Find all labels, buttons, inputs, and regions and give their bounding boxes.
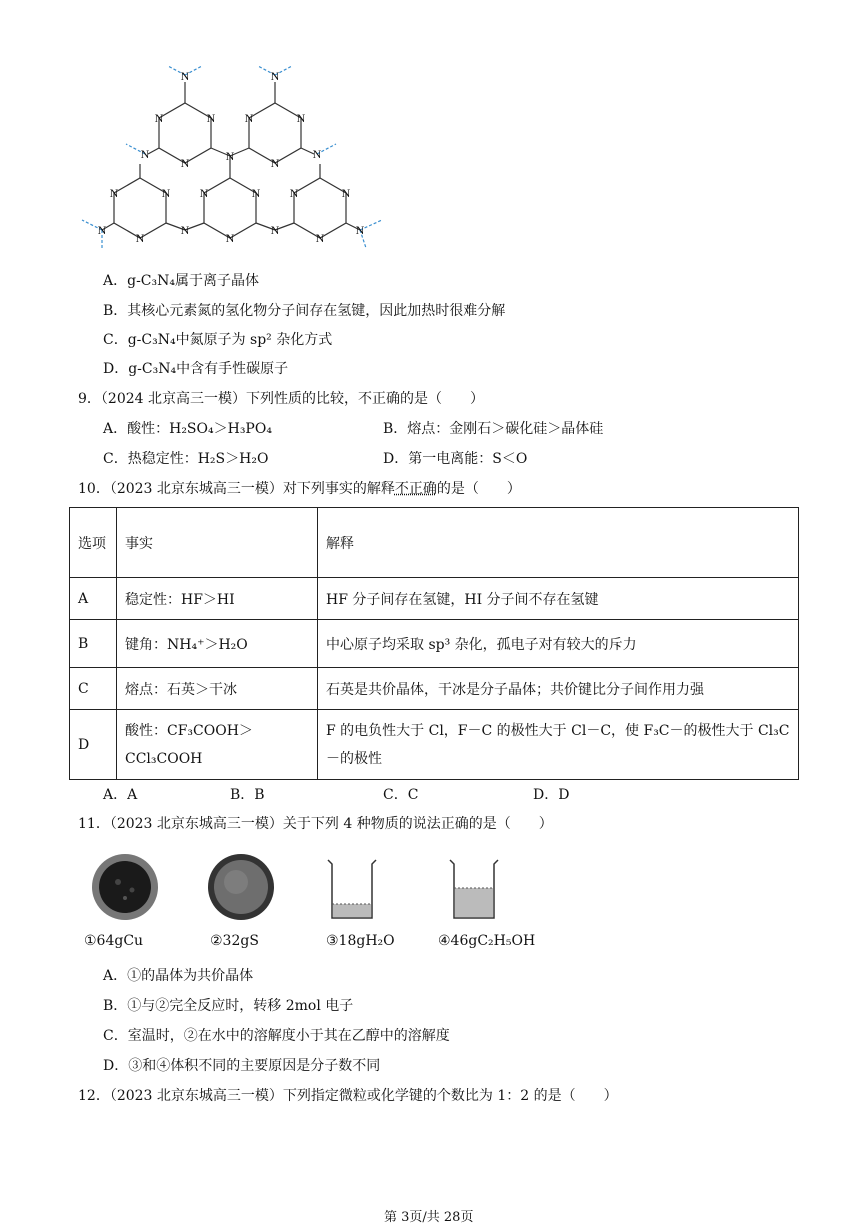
table-cell: B <box>70 620 117 668</box>
q8-option-a[interactable]: A．g-C₃N₄属于离子晶体 <box>103 273 259 289</box>
q8-option-c[interactable]: C．g-C₃N₄中氮原子为 sp² 杂化方式 <box>103 332 333 348</box>
atom-label: N <box>206 111 216 125</box>
atom-label: N <box>296 111 306 125</box>
ethanol-beaker-icon <box>448 858 500 922</box>
table-header-cell: 事实 <box>117 508 318 578</box>
q11-stem: 11．（2023 北京东城高三一模）关于下列 4 种物质的说法正确的是（ ） <box>78 816 553 832</box>
q12-stem: 12．（2023 北京东城高三一模）下列指定微粒或化学键的个数比为 1：2 的是（ ） <box>78 1088 618 1104</box>
cu-sample-image <box>90 852 160 922</box>
q11-option-c[interactable]: C．室温时，②在水中的溶解度小于其在乙醇中的溶解度 <box>103 1028 450 1044</box>
atom-label: N <box>180 69 190 83</box>
table-row <box>70 578 799 620</box>
q9-option-a[interactable]: A．酸性：H₂SO₄＞H₃PO₄ <box>103 421 272 437</box>
table-cell: A <box>70 578 117 620</box>
atom-label: N <box>180 156 190 170</box>
table-cell: C <box>70 668 117 710</box>
water-beaker-icon <box>326 858 378 922</box>
q11-option-d[interactable]: D．③和④体积不同的主要原因是分子数不同 <box>103 1058 381 1074</box>
caption-c2h5oh: ④46gC₂H₅OH <box>438 933 536 949</box>
q10-stem-prefix: 10．（2023 北京东城高三一模）对下列事实的解释 <box>78 481 395 497</box>
q10-option-a[interactable]: A．A <box>103 787 138 803</box>
table-cell: D <box>70 710 117 780</box>
atom-label: N <box>225 149 235 163</box>
atom-label: N <box>251 186 261 200</box>
caption-cu: ①64gCu <box>84 933 144 949</box>
atom-label: N <box>270 156 280 170</box>
caption-h2o: ③18gH₂O <box>326 933 395 949</box>
q11-option-b[interactable]: B．①与②完全反应时，转移 2mol 电子 <box>103 998 354 1014</box>
atom-label: N <box>289 186 299 200</box>
q10-table <box>69 507 799 780</box>
atom-label: N <box>244 111 254 125</box>
table-cell: 稳定性：HF＞HI <box>117 578 318 620</box>
caption-s: ②32gS <box>210 933 259 949</box>
atom-label: N <box>161 186 171 200</box>
q8-option-b[interactable]: B．其核心元素氮的氢化物分子间存在氢键，因此加热时很难分解 <box>103 303 506 319</box>
table-cell: 中心原子均采取 sp³ 杂化，孤电子对有较大的斥力 <box>318 620 799 668</box>
atom-label: N <box>341 186 351 200</box>
table-cell: HF 分子间存在氢键，HI 分子间不存在氢键 <box>318 578 799 620</box>
atom-label: N <box>315 231 325 245</box>
table-row <box>70 620 799 668</box>
table-header-cell: 选项 <box>70 508 117 578</box>
table-cell: 石英是共价晶体，干冰是分子晶体；共价键比分子间作用力强 <box>318 668 799 710</box>
atom-label: N <box>154 111 164 125</box>
atom-label: N <box>312 147 322 161</box>
q9-option-c[interactable]: C．热稳定性：H₂S＞H₂O <box>103 451 269 467</box>
table-cell: F 的电负性大于 Cl，F－C 的极性大于 Cl－C，使 F₃C－的极性大于 Cl₃C－的极性 <box>318 710 799 780</box>
g-c3n4-structure-diagram <box>70 60 400 250</box>
table-row <box>70 710 799 780</box>
q11-option-a[interactable]: A．①的晶体为共价晶体 <box>103 968 254 984</box>
q10-option-d[interactable]: D．D <box>533 787 570 803</box>
q9-option-b[interactable]: B．熔点：金刚石＞碳化硅＞晶体硅 <box>383 421 604 437</box>
atom-label: N <box>270 223 280 237</box>
atom-label: N <box>199 186 209 200</box>
table-cell: 熔点：石英＞干冰 <box>117 668 318 710</box>
table-cell: 酸性：CF₃COOH＞CCl₃COOH <box>117 710 318 780</box>
s-sample-image <box>206 852 276 922</box>
table-header-row <box>70 508 799 578</box>
atom-label: N <box>135 231 145 245</box>
q10-option-c[interactable]: C．C <box>383 787 419 803</box>
table-header-cell: 解释 <box>318 508 799 578</box>
atom-label: N <box>140 147 150 161</box>
atom-label: N <box>180 223 190 237</box>
q10-stem-suffix: 的是（ ） <box>436 481 521 497</box>
q9-stem: 9．（2024 北京高三一模）下列性质的比较，不正确的是（ ） <box>78 391 484 407</box>
q10-stem-emphasis: 不正确 <box>394 481 437 497</box>
table-cell: 键角：NH₄⁺＞H₂O <box>117 620 318 668</box>
atom-label: N <box>270 69 280 83</box>
atom-label: N <box>225 231 235 245</box>
q10-stem <box>78 478 521 498</box>
table-row <box>70 668 799 710</box>
q9-option-d[interactable]: D．第一电离能：S＜O <box>383 451 528 467</box>
atom-label: N <box>355 223 365 237</box>
q10-option-b[interactable]: B．B <box>230 787 265 803</box>
q8-option-d[interactable]: D．g-C₃N₄中含有手性碳原子 <box>103 361 289 377</box>
atom-label: N <box>97 223 107 237</box>
atom-label: N <box>109 186 119 200</box>
page-number: 第 3页/共 28页 <box>384 1210 474 1225</box>
